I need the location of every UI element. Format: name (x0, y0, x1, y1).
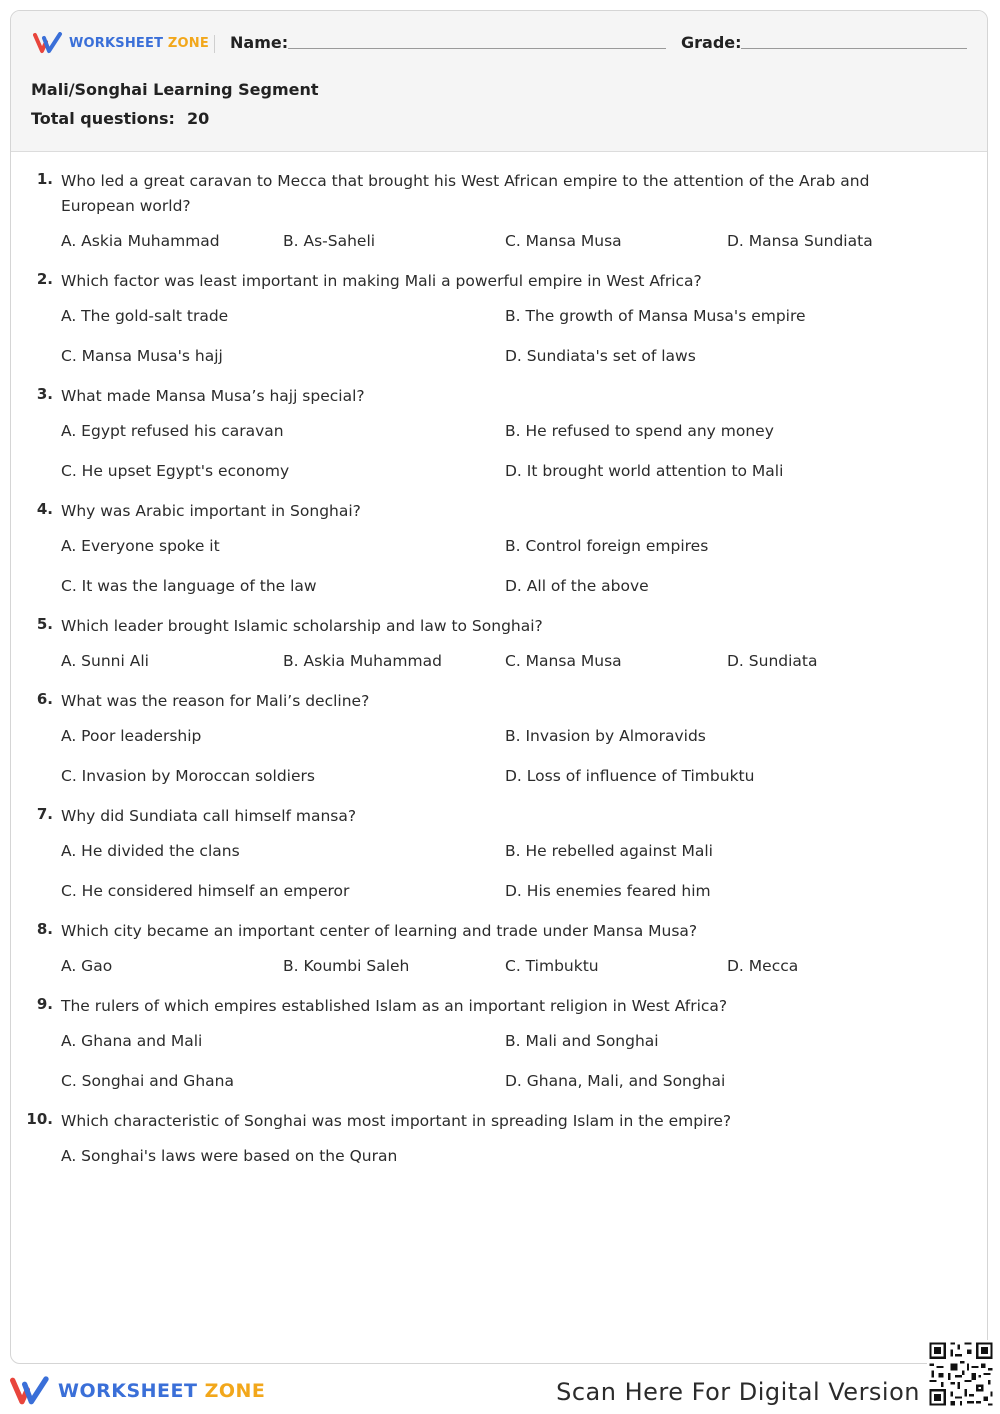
worksheet-header (11, 11, 987, 152)
answer-option[interactable]: B. The growth of Mansa Musa's empire (505, 307, 806, 325)
answer-options (61, 534, 919, 599)
answer-option[interactable]: B. Invasion by Almoravids (505, 727, 706, 745)
question-item (11, 614, 988, 674)
answer-options (61, 304, 919, 369)
question-number: 1. (36, 170, 53, 188)
question-number: 4. (36, 500, 53, 518)
worksheet-sheet (10, 10, 988, 1364)
total-questions-value: 20 (186, 109, 210, 128)
question-item (11, 499, 988, 599)
question-item (11, 384, 988, 484)
answer-option[interactable]: A. Askia Muhammad (61, 232, 220, 250)
question-number: 6. (36, 690, 53, 708)
answer-options (61, 419, 919, 484)
answer-option[interactable]: C. He considered himself an emperor (61, 882, 350, 900)
answer-options (61, 839, 919, 904)
worksheetzone-logo-icon (10, 1376, 50, 1406)
question-number: 5. (36, 615, 53, 633)
answer-option[interactable]: C. It was the language of the law (61, 577, 317, 595)
worksheet-title: Mali/Songhai Learning Segment (31, 80, 319, 99)
header-divider (214, 35, 215, 53)
answer-options (61, 1029, 919, 1094)
question-text: Who led a great caravan to Mecca that brought his West African empire to the attention of the Arab and European world? (61, 172, 870, 215)
question-item (11, 994, 988, 1094)
answer-option[interactable]: D. It brought world attention to Mali (505, 462, 784, 480)
answer-option[interactable]: A. Everyone spoke it (61, 537, 220, 555)
grade-field[interactable] (741, 48, 967, 49)
answer-option[interactable]: D. Sundiata's set of laws (505, 347, 696, 365)
footer-brand-name: WORKSHEET ZONE (58, 1380, 266, 1402)
question-item (11, 804, 988, 904)
question-number: 10. (26, 1110, 53, 1128)
question-text: The rulers of which empires established Islam as an important religion in West Africa? (61, 997, 728, 1015)
question-text: Which characteristic of Songhai was most important in spreading Islam in the empire? (61, 1112, 732, 1130)
total-questions (31, 109, 209, 128)
answer-option[interactable]: D. Ghana, Mali, and Songhai (505, 1072, 726, 1090)
question-item (11, 689, 988, 789)
answer-option[interactable]: C. Mansa Musa's hajj (61, 347, 223, 365)
answer-options (61, 724, 919, 789)
answer-option[interactable]: D. Mecca (727, 957, 799, 975)
question-item (11, 919, 988, 979)
question-text: Why did Sundiata call himself mansa? (61, 807, 357, 825)
question-text: Which leader brought Islamic scholarship and law to Songhai? (61, 617, 543, 635)
answer-options (61, 229, 919, 254)
answer-option[interactable]: D. All of the above (505, 577, 649, 595)
answer-option[interactable]: C. He upset Egypt's economy (61, 462, 290, 480)
answer-option[interactable]: A. He divided the clans (61, 842, 240, 860)
question-text: Which factor was least important in making Mali a powerful empire in West Africa? (61, 272, 702, 290)
question-number: 8. (36, 920, 53, 938)
answer-option[interactable]: C. Invasion by Moroccan soldiers (61, 767, 315, 785)
answer-option[interactable]: A. The gold-salt trade (61, 307, 229, 325)
question-item (11, 1109, 988, 1169)
answer-option[interactable]: B. As-Saheli (283, 232, 376, 250)
answer-option[interactable]: B. He rebelled against Mali (505, 842, 713, 860)
answer-option[interactable]: D. Loss of influence of Timbuktu (505, 767, 755, 785)
answer-option[interactable]: C. Timbuktu (505, 957, 599, 975)
answer-option[interactable]: B. Mali and Songhai (505, 1032, 659, 1050)
question-number: 2. (36, 270, 53, 288)
question-list (11, 169, 988, 1184)
question-text: What made Mansa Musa’s hajj special? (61, 387, 365, 405)
grade-label: Grade: (681, 33, 742, 52)
footer-brand-logo (10, 1376, 265, 1406)
brand-name: WORKSHEET ZONE (69, 35, 209, 51)
question-item (11, 269, 988, 369)
answer-option[interactable]: D. Mansa Sundiata (727, 232, 873, 250)
question-text: Which city became an important center of learning and trade under Mansa Musa? (61, 922, 698, 940)
question-number: 7. (36, 805, 53, 823)
answer-option[interactable]: A. Poor leadership (61, 727, 202, 745)
qr-code-icon[interactable] (927, 1340, 995, 1408)
scan-caption: Scan Here For Digital Version (556, 1378, 920, 1406)
answer-options (61, 1144, 919, 1169)
answer-option[interactable]: B. Askia Muhammad (283, 652, 442, 670)
question-item (11, 169, 988, 254)
answer-options (61, 649, 919, 674)
question-text: Why was Arabic important in Songhai? (61, 502, 361, 520)
answer-options (61, 954, 919, 979)
brand-logo (33, 32, 209, 54)
name-field[interactable] (288, 48, 666, 49)
answer-option[interactable]: C. Songhai and Ghana (61, 1072, 234, 1090)
question-number: 3. (36, 385, 53, 403)
answer-option[interactable]: A. Ghana and Mali (61, 1032, 203, 1050)
question-number: 9. (36, 995, 53, 1013)
answer-option[interactable]: C. Mansa Musa (505, 232, 622, 250)
answer-option[interactable]: B. Control foreign empires (505, 537, 709, 555)
question-text: What was the reason for Mali’s decline? (61, 692, 370, 710)
answer-option[interactable]: A. Songhai's laws were based on the Quran (61, 1147, 398, 1165)
answer-option[interactable]: C. Mansa Musa (505, 652, 622, 670)
answer-option[interactable]: A. Egypt refused his caravan (61, 422, 284, 440)
total-questions-label: Total questions: (31, 109, 175, 128)
answer-option[interactable]: B. He refused to spend any money (505, 422, 774, 440)
answer-option[interactable]: A. Gao (61, 957, 113, 975)
answer-option[interactable]: B. Koumbi Saleh (283, 957, 410, 975)
answer-option[interactable]: D. Sundiata (727, 652, 818, 670)
answer-option[interactable]: D. His enemies feared him (505, 882, 711, 900)
answer-option[interactable]: A. Sunni Ali (61, 652, 149, 670)
worksheetzone-logo-icon (33, 32, 63, 54)
name-label: Name: (230, 33, 289, 52)
